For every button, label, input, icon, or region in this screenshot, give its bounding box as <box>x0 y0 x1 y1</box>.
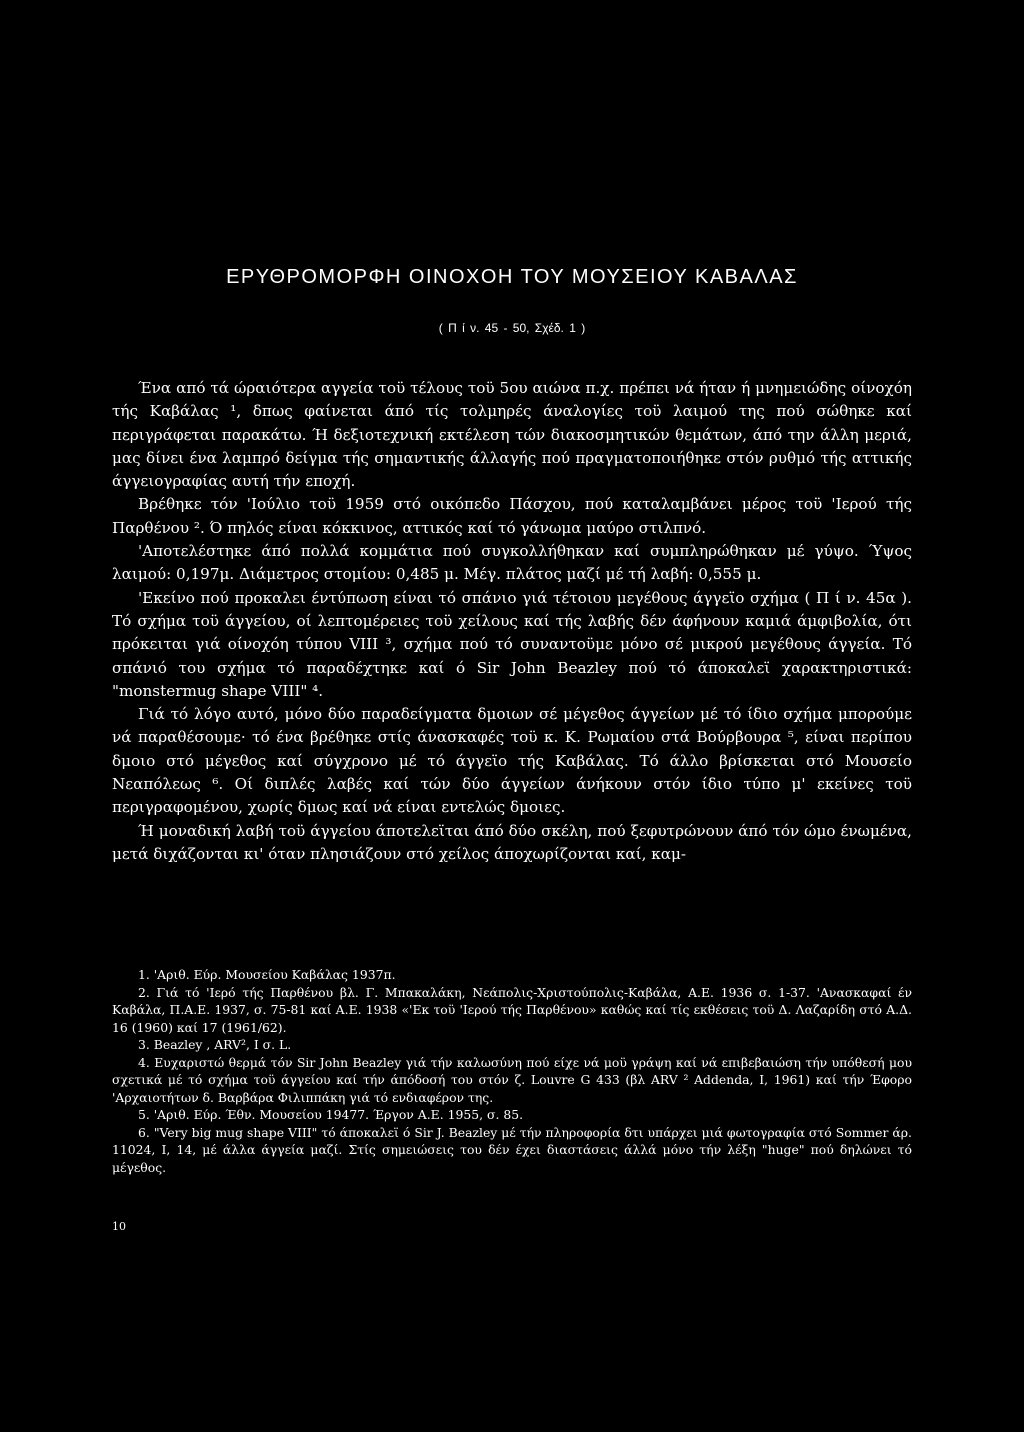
body-paragraph: Βρέθηκε τόν 'Ιούλιο τοϋ 1959 στό οικόπεδο Πάσχου, πού καταλαμβάνει μέρος τοϋ 'Ιερού τής Παρθένου ². Ό πηλός είναι κόκκινος, αττικός καί τό γάνωμα μαύρο στιλπνό. <box>112 495 912 537</box>
body-paragraph: 'Εκείνο πού προκαλει έντύπωση είναι τό σπάνιο γιά τέτοιου μεγέθους άγγεϊο σχήμα ( Π ί ν. 45α ). Τό σχήμα τοϋ άγγείου, οί λεπτομέρειες τοϋ χείλους καί τής λαβής δέν άφήνουν καμιά άμφιβολία, ότι πρόκειται γιά οίνοχόη τύπου VIII ³, σχήμα πού τό συναντοϋμε μόνο σέ μικρού μεγέθους άγγεία. Τό σπάνιό του σχήμα τό παραδέχτηκε καί ό Sir John Beazley πού τό άποκαλεϊ χαρακτηριστικά: "monstermug shape VIII" ⁴. <box>112 588 912 700</box>
footnote: 6. "Very big mug shape VIII" τό άποκαλεϊ ό Sir J. Beazley μέ τήν πληροφορία δτι υπάρχει μιά φωτογραφία στό Sommer άρ. 11024, I, 14, μέ άλλα άγγεία μαζί. Στίς σημειώσεις του δέν έχει διαστάσεις άλλά μόνο τήν λέξη "huge" πού δηλώνει τό μέγεθος. <box>112 1124 912 1175</box>
body-paragraph: Γιά τό λόγο αυτό, μόνο δύο παραδείγματα δμοιων σέ μέγεθος άγγείων μέ τό ίδιο σχήμα μπορούμε νά παραθέσουμε· τό ένα βρέθηκε στίς άνασκαφές τοϋ κ. Κ. Ρωμαίου στά Βούρβουρα ⁵, είναι περίπου δμοιο στό μέγεθος καί σύγχρονο μέ τό άγγεϊο τής Καβάλας. Τό άλλο βρίσκεται στό Μουσείο Νεαπόλεως ⁶. Οί διπλές λαβές καί τών δύο άγγείων άνήκουν στόν ίδιο τύπο μ' εκείνες τοϋ περιγραφομένου, χωρίς δμως καί νά είναι εντελώς δμοιες. <box>112 705 912 817</box>
body-paragraph: Ή μοναδική λαβή τοϋ άγγείου άποτελεϊται άπό δύο σκέλη, πού ξεφυτρώνουν άπό τόν ώμο ένωμένα, μετά διχάζονται κι' όταν πλησιάζουν στό χείλος άποχωρίζονται καί, καμ- <box>112 821 912 863</box>
article-title: ΕΡΥΘΡΟΜΟΡΦΗ ΟΙΝΟΧΟΗ ΤΟΥ ΜΟΥΣΕΙΟΥ ΚΑΒΑΛΑΣ <box>226 266 798 288</box>
page-number: 10 <box>112 1220 126 1233</box>
document-page <box>112 0 912 1432</box>
footnotes <box>112 966 912 1176</box>
footnote: 2. Γιά τό 'Ιερό τής Παρθένου βλ. Γ. Μπακαλάκη, Νεάπολις-Χριστούπολις-Καβάλα, Α.Ε. 1936 σ. 1-37. 'Ανασκαφαί έν Καβάλα, Π.Α.Ε. 1937, σ. 75-81 καί Α.Ε. 1938 «'Εκ τοϋ 'Ιερού τής Παρθένου» καθώς καί τίς εκθέσεις τοϋ Δ. Λαζαρίδη στό Α.Δ. 16 (1960) καί 17 (1961/62). <box>112 984 912 1035</box>
body-paragraph: Ένα από τά ώραιότερα αγγεία τοϋ τέλους τοϋ 5ου αιώνα π.χ. πρέπει νά ήταν ή μνημειώδης οίνοχόη τής Καβάλας ¹, δπως φαίνεται άπό τίς τολμηρές άναλογίες τοϋ λαιμού της πού σώθηκε καί περιγράφεται παρακάτω. Ή δεξιοτεχνική εκτέλεση τών διακοσμητικών θεμάτων, άπό την άλλη μεριά, μας δίνει ένα λαμπρό δείγμα τής σημαντικής άλλαγής πού πραγματοποιήθηκε στόν ρυθμό τής αττικής άγγειογραφίας αυτή τήν εποχή. <box>112 379 912 491</box>
footnote: 1. 'Αριθ. Εύρ. Μουσείου Καβάλας 1937π. <box>138 967 396 982</box>
body-paragraph: 'Αποτελέστηκε άπό πολλά κομμάτια πού συγκολλήθηκαν καί συμπληρώθηκαν μέ γύψο. Ύψος λαιμού: 0,197μ. Διάμετρος στομίου: 0,485 μ. Μέγ. πλάτος μαζί μέ τή λαβή: 0,555 μ. <box>112 542 912 584</box>
article-body <box>112 377 912 866</box>
footnote: 3. Beazley , ARV², I σ. L. <box>138 1037 292 1052</box>
footnote: 4. Ευχαριστώ θερμά τόν Sir John Beazley γιά τήν καλωσύνη πού είχε νά μοϋ γράψη καί νά επιβεβαιώση τήν υπόθεσή μου σχετικά μέ τό σχήμα τοϋ άγγείου καί τήν άπόδοσή του στόν ζ. Louvre G 433 (βλ ARV ² Addenda, I, 1961) καί τήν Έφορο 'Αρχαιοτήτων δ. Βαρβάρα Φιλιππάκη γιά τό ενδιαφέρον της. <box>112 1054 912 1105</box>
footnote: 5. 'Αριθ. Εύρ. Έθν. Μουσείου 19477. Έργον Α.Ε. 1955, σ. 85. <box>138 1107 524 1122</box>
article-subtitle: ( Π ί ν. 45 - 50, Σχέδ. 1 ) <box>438 321 586 335</box>
